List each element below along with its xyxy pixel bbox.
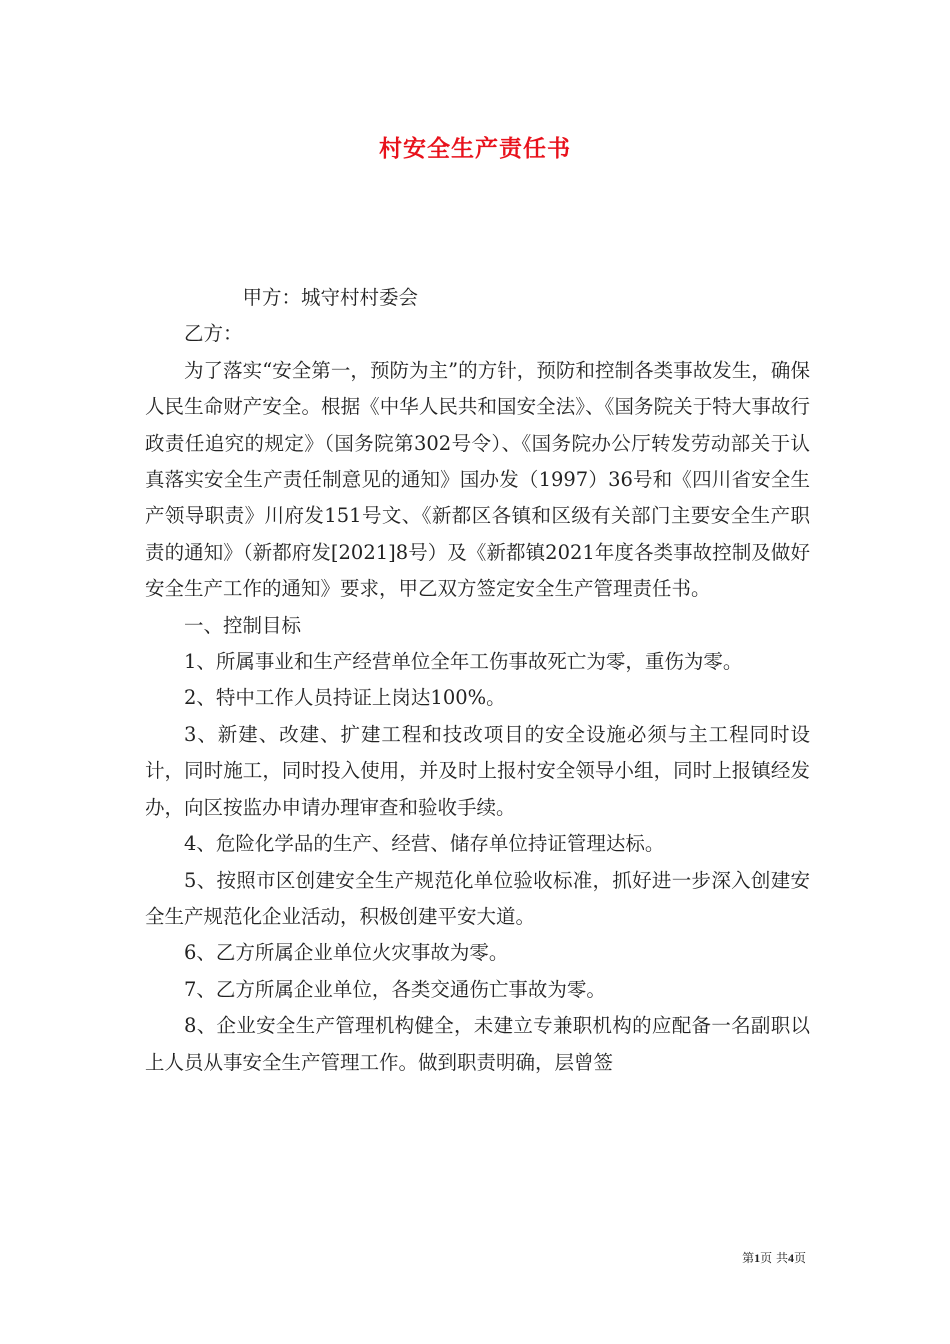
target-item-7: 7、乙方所属企业单位，各类交通伤亡事故为零。 — [184, 977, 606, 1001]
target-item-4: 4、危险化学品的生产、经营、储存单位持证管理达标。 — [184, 832, 665, 856]
target-item-1: 1、所属事业和生产经营单位全年工伤事故死亡为零，重伤为零。 — [184, 650, 743, 674]
target-item-2: 2、特中工作人员持证上岗达100%。 — [184, 686, 506, 710]
document-body — [145, 280, 810, 1081]
target-item-6: 6、乙方所属企业单位火灾事故为零。 — [184, 941, 509, 965]
footer-prefix: 第 — [742, 1251, 755, 1265]
footer-suffix: 页 — [793, 1251, 806, 1265]
preamble-paragraph: 为了落实“安全第一，预防为主”的方针，预防和控制各类事故发生，确保人民生命财产安全。根据《中华人民共和国安全法》、《国务院关于特大事故行政责任追究的规定》（国务院第302号令）、《国务院办公厅转发劳动部关于认真落实安全生产责任制意见的通知》国办发（1997）36号和《四川省安全生产领导职责》川府发151号文、《新都区各镇和区级有关部门主要安全生产职责的通知》（新都府发[2021]8号）及《新都镇2021年度各类事故控制及做好安全生产工作的通知》要求，甲乙双方签定安全生产管理责任书。 — [145, 358, 810, 601]
footer-total-pages: 4 — [787, 1251, 794, 1265]
party-a-line: 甲方：城守村村委会 — [242, 286, 419, 309]
party-b-line: 乙方： — [184, 322, 243, 346]
document-title: 村安全生产责任书 — [379, 135, 571, 162]
target-item-8: 8、企业安全生产管理机构健全，未建立专兼职机构的应配备一名副职以上人员从事安全生产管理工作。做到职责明确，层曾签 — [145, 1014, 810, 1074]
page-footer — [742, 1249, 806, 1266]
section-heading-control-targets: 一、控制目标 — [184, 613, 302, 637]
footer-current-page: 1 — [754, 1251, 761, 1265]
footer-middle: 页 共 — [760, 1251, 788, 1265]
target-item-3: 3、新建、改建、扩建工程和技改项目的安全设施必须与主工程同时设计，同时施工，同时投入使用，并及时上报村安全领导小组，同时上报镇经发办，向区按监办申请办理审查和验收手续。 — [145, 722, 810, 819]
target-item-5: 5、按照市区创建安全生产规范化单位验收标准，抓好进一步深入创建安全生产规范化企业活动，积极创建平安大道。 — [145, 868, 810, 928]
